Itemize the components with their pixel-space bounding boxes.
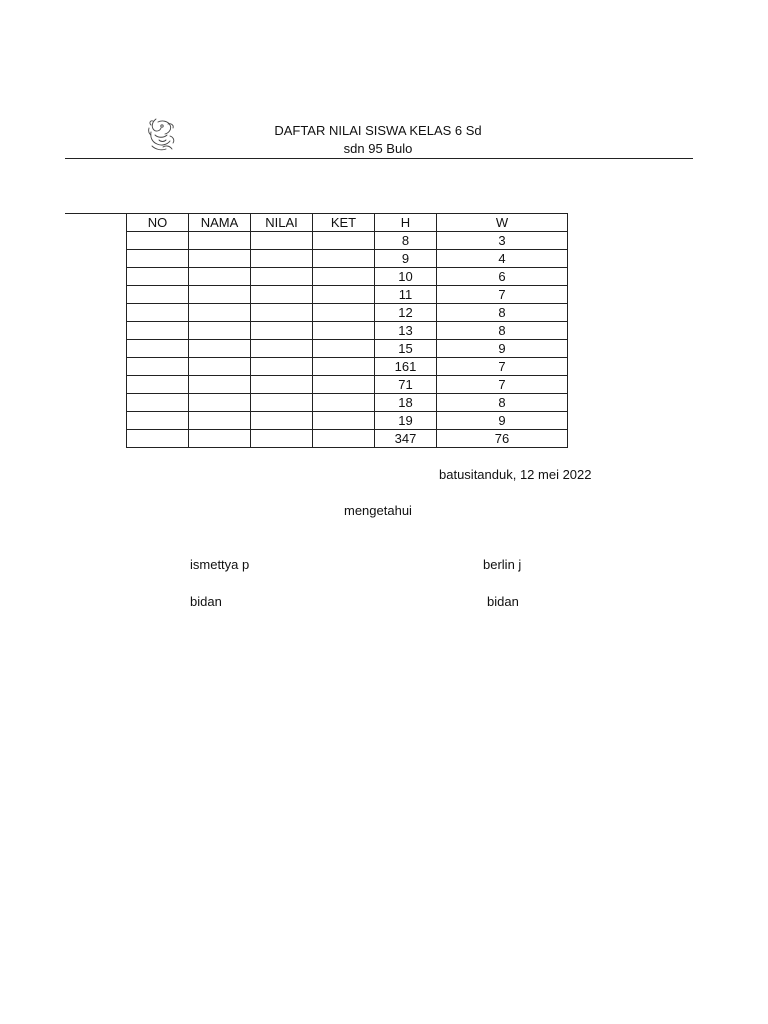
table-row bbox=[127, 304, 568, 322]
cell-nilai bbox=[251, 430, 313, 448]
cell-nilai bbox=[251, 412, 313, 430]
signer-left-name: ismettya p bbox=[190, 557, 250, 572]
cell-no bbox=[127, 304, 189, 322]
cell-h: 13 bbox=[375, 322, 437, 340]
cell-nilai bbox=[251, 394, 313, 412]
cell-ket bbox=[313, 286, 375, 304]
cell-h: 11 bbox=[375, 286, 437, 304]
acknowledged-label: mengetahui bbox=[344, 503, 412, 518]
cell-h: 12 bbox=[375, 304, 437, 322]
cell-nama bbox=[189, 250, 251, 268]
cell-nilai bbox=[251, 304, 313, 322]
table-row bbox=[127, 430, 568, 448]
signer-right-role: bidan bbox=[487, 594, 519, 609]
signer-left-role: bidan bbox=[190, 594, 222, 609]
cell-w: 7 bbox=[437, 376, 568, 394]
cell-w: 8 bbox=[437, 322, 568, 340]
cell-ket bbox=[313, 340, 375, 358]
cell-h: 19 bbox=[375, 412, 437, 430]
cell-nilai bbox=[251, 376, 313, 394]
table-left-rule bbox=[65, 213, 127, 214]
cell-nilai bbox=[251, 358, 313, 376]
header-divider bbox=[65, 158, 693, 159]
cell-no bbox=[127, 268, 189, 286]
cell-nama bbox=[189, 376, 251, 394]
column-header-h: H bbox=[375, 214, 437, 232]
page-title: DAFTAR NILAI SISWA KELAS 6 Sd bbox=[274, 123, 482, 138]
cell-ket bbox=[313, 412, 375, 430]
cell-no bbox=[127, 376, 189, 394]
table-row bbox=[127, 394, 568, 412]
cell-ket bbox=[313, 358, 375, 376]
cell-w: 8 bbox=[437, 304, 568, 322]
table-row bbox=[127, 412, 568, 430]
cell-nama bbox=[189, 394, 251, 412]
cell-nama bbox=[189, 358, 251, 376]
table-row bbox=[127, 322, 568, 340]
cell-w: 3 bbox=[437, 232, 568, 250]
cell-no bbox=[127, 322, 189, 340]
table-row bbox=[127, 376, 568, 394]
cell-w: 6 bbox=[437, 268, 568, 286]
cell-nilai bbox=[251, 250, 313, 268]
table-row bbox=[127, 250, 568, 268]
cell-h: 15 bbox=[375, 340, 437, 358]
column-header-nilai: NILAI bbox=[251, 214, 313, 232]
cell-ket bbox=[313, 304, 375, 322]
cell-no bbox=[127, 430, 189, 448]
cell-ket bbox=[313, 250, 375, 268]
cell-no bbox=[127, 232, 189, 250]
cell-ket bbox=[313, 232, 375, 250]
table-row bbox=[127, 340, 568, 358]
cell-h: 8 bbox=[375, 232, 437, 250]
cell-w: 7 bbox=[437, 286, 568, 304]
column-header-w: W bbox=[437, 214, 568, 232]
table-row bbox=[127, 358, 568, 376]
cell-ket bbox=[313, 376, 375, 394]
cell-nama bbox=[189, 232, 251, 250]
cell-nilai bbox=[251, 322, 313, 340]
table-row bbox=[127, 286, 568, 304]
cell-no bbox=[127, 358, 189, 376]
school-name: sdn 95 Bulo bbox=[343, 141, 413, 156]
cell-nama bbox=[189, 322, 251, 340]
cell-nama bbox=[189, 340, 251, 358]
cell-no bbox=[127, 250, 189, 268]
cell-ket bbox=[313, 268, 375, 286]
cell-h: 347 bbox=[375, 430, 437, 448]
cell-nilai bbox=[251, 268, 313, 286]
table-row bbox=[127, 232, 568, 250]
cell-nama bbox=[189, 286, 251, 304]
cell-nama bbox=[189, 430, 251, 448]
cell-w: 76 bbox=[437, 430, 568, 448]
column-header-ket: KET bbox=[313, 214, 375, 232]
cell-no bbox=[127, 394, 189, 412]
place-date: batusitanduk, 12 mei 2022 bbox=[439, 467, 592, 482]
cell-w: 8 bbox=[437, 394, 568, 412]
column-header-nama: NAMA bbox=[189, 214, 251, 232]
cell-nilai bbox=[251, 286, 313, 304]
table-header-row bbox=[127, 214, 568, 232]
table-row bbox=[127, 268, 568, 286]
cell-ket bbox=[313, 430, 375, 448]
cell-h: 161 bbox=[375, 358, 437, 376]
cell-w: 4 bbox=[437, 250, 568, 268]
cell-no bbox=[127, 286, 189, 304]
grades-table bbox=[126, 213, 568, 448]
cell-nilai bbox=[251, 232, 313, 250]
cell-w: 9 bbox=[437, 340, 568, 358]
cell-no bbox=[127, 340, 189, 358]
cell-w: 7 bbox=[437, 358, 568, 376]
signer-right-name: berlin j bbox=[483, 557, 522, 572]
cell-h: 9 bbox=[375, 250, 437, 268]
cell-ket bbox=[313, 394, 375, 412]
cell-h: 18 bbox=[375, 394, 437, 412]
cell-ket bbox=[313, 322, 375, 340]
cell-nama bbox=[189, 268, 251, 286]
cell-nilai bbox=[251, 340, 313, 358]
column-header-no: NO bbox=[127, 214, 189, 232]
cell-nama bbox=[189, 412, 251, 430]
cell-w: 9 bbox=[437, 412, 568, 430]
cell-nama bbox=[189, 304, 251, 322]
cell-no bbox=[127, 412, 189, 430]
cell-h: 71 bbox=[375, 376, 437, 394]
cell-h: 10 bbox=[375, 268, 437, 286]
